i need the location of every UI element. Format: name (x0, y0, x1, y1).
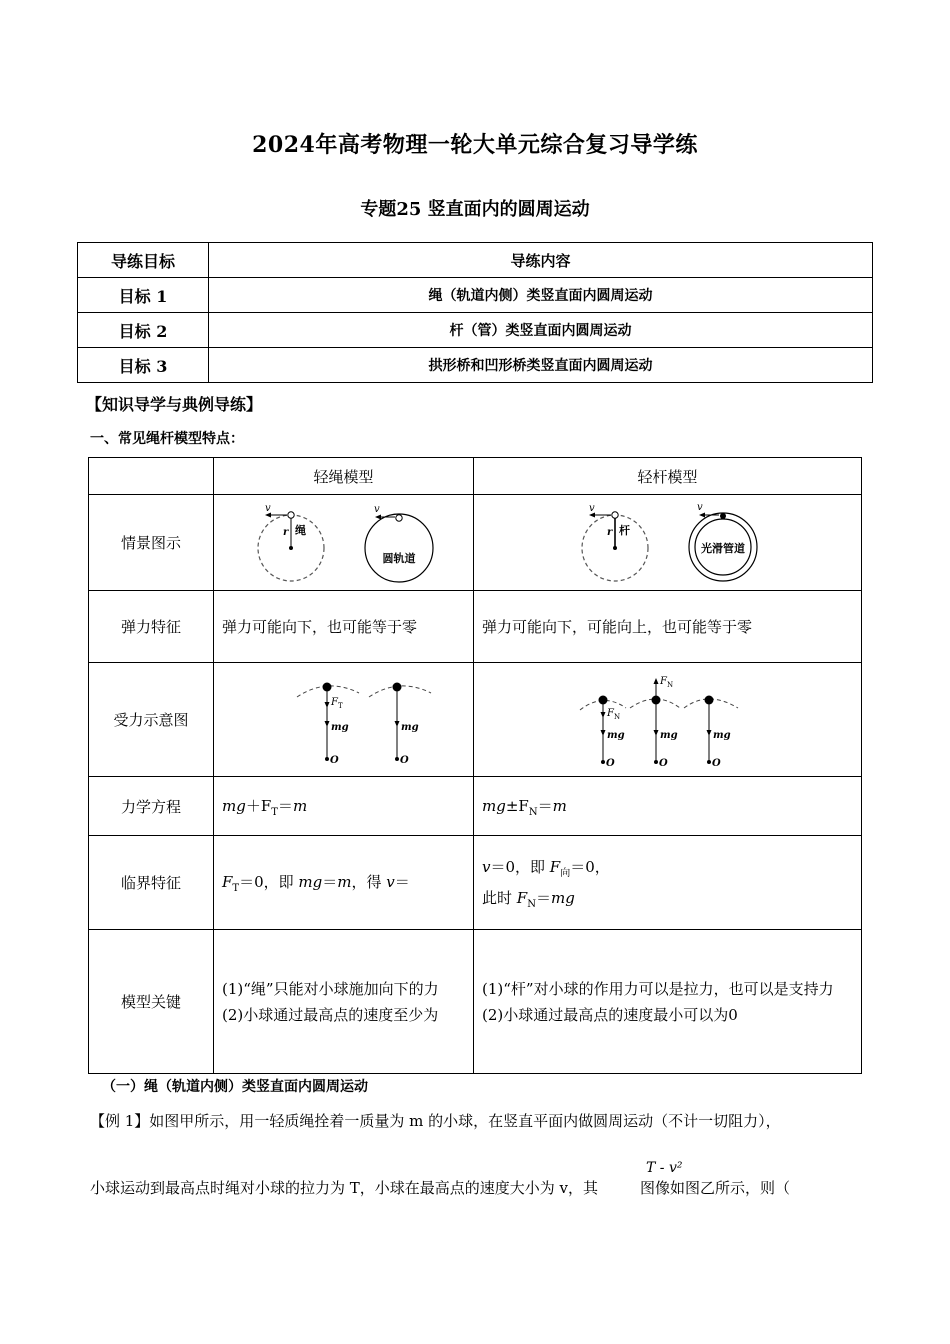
key-rod (474, 930, 862, 1074)
force-rod-cell (474, 663, 862, 777)
goals-header-row (78, 243, 873, 278)
blank-cell (89, 458, 214, 495)
key-rope-line1: (1)“绳”只能对小球施加向下的力 (222, 979, 439, 998)
ball (611, 511, 617, 517)
col-header-rod: 轻杆模型 (474, 458, 862, 495)
arrowhead-icon (600, 712, 605, 718)
example-text-line2 (90, 1177, 790, 1198)
goal-content: 杆（管）类竖直面内圆周运动 (209, 313, 873, 348)
table-row (78, 278, 873, 313)
example-text-line2-main: 小球运动到最高点时绳对小球的拉力为 T，小球在最高点的速度大小为 v，其 (90, 1179, 599, 1197)
center-label: O (329, 754, 339, 765)
example-text-line1: 【例 1】如图甲所示，用一轻质绳拴着一质量为 m 的小球，在竖直平面内做圆周运动（不计一切阻力）， (90, 1112, 781, 1130)
arrowhead-icon (375, 514, 381, 519)
track-circle (365, 514, 433, 582)
table-row (78, 313, 873, 348)
arrowhead-icon (653, 730, 658, 736)
gravity-label: mg (400, 721, 419, 733)
force-tension-label: $F_T$ (330, 696, 343, 710)
arrowhead-icon (699, 512, 705, 517)
key-rod-line1: (1)“杆”对小球的作用力可以是拉力，也可以是支持力 (482, 979, 834, 998)
scene-rod-figure (553, 499, 783, 587)
critical-rod-line2: 此时 $F_N=mg$ (482, 888, 575, 910)
table-row (89, 836, 862, 930)
goal-label: 目标 2 (78, 313, 209, 348)
goals-header-content: 导练内容 (209, 243, 873, 278)
arrowhead-icon (653, 678, 658, 684)
critical-rope: $F_T=0$，即 mg＝m，得 v＝ (214, 836, 474, 930)
section-heading: 【知识导学与典例导练】 (86, 395, 263, 414)
key-rod-line2: (2)小球通过最高点的速度最小可以为0 (482, 1005, 738, 1024)
goal-content: 拱形桥和凹形桥类竖直面内圆周运动 (209, 348, 873, 383)
row-label: 模型关键 (89, 930, 214, 1074)
gravity-label: mg (606, 729, 625, 741)
rope-label: 绳 (294, 523, 306, 537)
subsection-heading: 一、常见绳杆模型特点： (90, 431, 244, 447)
gravity-label: mg (659, 729, 678, 741)
arrowhead-icon (394, 721, 399, 727)
model-table (88, 457, 862, 1074)
center-dot (601, 760, 605, 764)
example-text-line2-end: 图像如图乙所示，则（ (640, 1179, 791, 1197)
velocity-label: v (588, 502, 595, 514)
arrowhead-icon (324, 702, 329, 708)
center-label: O (605, 757, 615, 769)
row-label: 临界特征 (89, 836, 214, 930)
key-rope-line2: (2)小球通过最高点的速度至少为 (222, 1005, 439, 1024)
rod-label: 杆 (618, 523, 630, 537)
normal-force-label: $F_N$ (659, 675, 673, 689)
gravity-label: mg (330, 721, 349, 733)
table-row (89, 495, 862, 591)
formula-t-v2: T - v² (646, 1160, 683, 1176)
scene-rod-cell (474, 495, 862, 591)
force-rod-figure (568, 670, 768, 770)
arrowhead-icon (600, 730, 605, 736)
center-dot (613, 546, 617, 550)
ball (395, 514, 401, 520)
ball (392, 682, 401, 691)
equation-rope: $mg+F_T=m$ (214, 777, 474, 836)
ball (287, 511, 293, 517)
ball (322, 682, 331, 691)
row-label: 力学方程 (89, 777, 214, 836)
table-row (89, 458, 862, 495)
center-dot (289, 546, 293, 550)
arrowhead-icon (706, 730, 711, 736)
ball (704, 695, 713, 704)
velocity-label: v (373, 503, 380, 515)
scene-rope-cell (214, 495, 474, 591)
elastic-rod: 弹力可能向下，可能向上，也可能等于零 (474, 591, 862, 663)
gravity-label: mg (712, 729, 731, 741)
key-rope (214, 930, 474, 1074)
equation-rod: $mg\pm F_N=m$ (474, 777, 862, 836)
radius-label: r (606, 526, 612, 538)
goal-label: 目标 1 (78, 278, 209, 313)
table-row (89, 777, 862, 836)
velocity-label: v (696, 501, 703, 513)
scene-rope-figure (229, 499, 459, 587)
table-row (89, 663, 862, 777)
center-dot (325, 757, 329, 761)
document-subtitle: 专题25 竖直面内的圆周运动 (360, 199, 590, 220)
ball (720, 513, 726, 519)
track-label: 圆轨道 (382, 551, 415, 565)
table-row (78, 348, 873, 383)
radius-label: r (282, 526, 288, 538)
arrowhead-icon (324, 721, 329, 727)
force-rope-figure (249, 675, 439, 765)
row-label: 受力示意图 (89, 663, 214, 777)
document-title: 2024年高考物理一轮大单元综合复习导学练 (252, 132, 698, 158)
row-label: 情景图示 (89, 495, 214, 591)
velocity-label: v (264, 502, 271, 514)
example-heading: （一）绳（轨道内侧）类竖直面内圆周运动 (102, 1079, 368, 1095)
col-header-rope: 轻绳模型 (214, 458, 474, 495)
goal-content: 绳（轨道内侧）类竖直面内圆周运动 (209, 278, 873, 313)
goals-table (77, 242, 873, 383)
center-label: O (658, 757, 668, 769)
table-row (89, 930, 862, 1074)
critical-rod (474, 836, 862, 930)
tube-label: 光滑管道 (700, 541, 745, 555)
table-row (89, 591, 862, 663)
center-label: O (399, 754, 409, 765)
center-label: O (711, 757, 721, 769)
goal-label: 目标 3 (78, 348, 209, 383)
elastic-rope: 弹力可能向下，也可能等于零 (214, 591, 474, 663)
center-dot (654, 760, 658, 764)
normal-force-label: $F_N$ (606, 707, 620, 721)
center-dot (395, 757, 399, 761)
ball (598, 695, 607, 704)
critical-rod-line1: v＝0，即 $F_向=0$， (482, 857, 610, 879)
goals-header-goal: 导练目标 (78, 243, 209, 278)
force-rope-cell (214, 663, 474, 777)
center-dot (707, 760, 711, 764)
row-label: 弹力特征 (89, 591, 214, 663)
